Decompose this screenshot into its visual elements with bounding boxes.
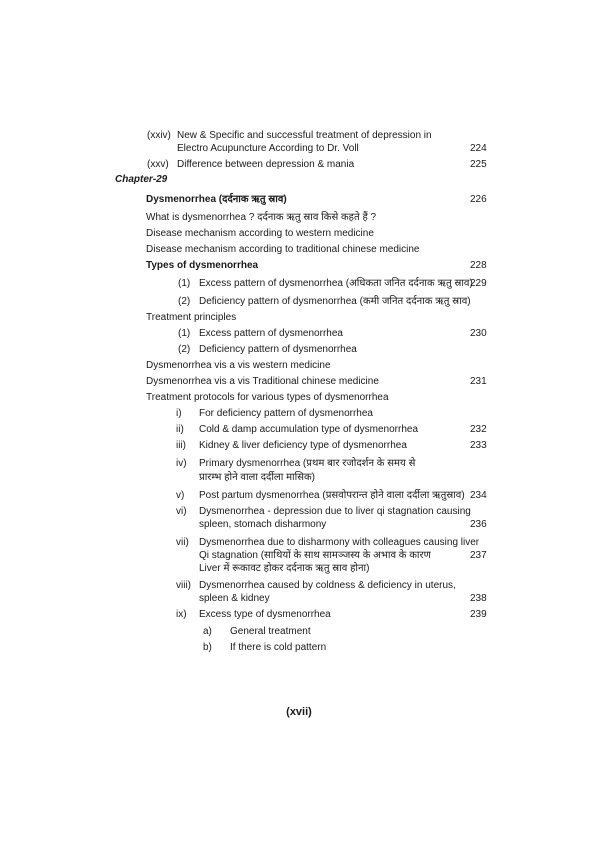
entry-title: Treatment principles xyxy=(146,312,237,323)
entry-title: Deficiency pattern of dysmenorrhea xyxy=(199,344,357,355)
page-number: 228 xyxy=(470,260,487,271)
entry-number: ii) xyxy=(176,424,184,435)
entry-title: Dysmenorrhea - depression due to liver qi stagnation causing xyxy=(199,506,471,517)
entry-title: Deficiency pattern of dysmenorrhea (कमी जनित दर्दनाक ऋतु स्राव) xyxy=(199,296,471,307)
entry-title: Dysmenorrhea vis a vis Traditional chinese medicine xyxy=(146,376,379,387)
page-number: 229 xyxy=(470,278,487,289)
entry-title-cont: Liver में रूकावट होकर दर्दनाक ऋतु स्राव होना) xyxy=(199,563,370,574)
entry-number: a) xyxy=(203,626,212,637)
entry-title: Excess pattern of dysmenorrhea (अधिकता जनित दर्दनाक ऋतु स्राव) xyxy=(199,278,473,289)
entry-title-cont: Electro Acupuncture According to Dr. Voll xyxy=(177,143,359,154)
entry-title: Primary dysmenorrhea (प्रथम बार रजोदर्शन के समय से xyxy=(199,458,416,469)
page-number: 224 xyxy=(470,143,487,154)
entry-title: Dysmenorrhea caused by coldness & deficiency in uterus, xyxy=(199,580,456,591)
entry-title: Treatment protocols for various types of dysmenorrhea xyxy=(146,392,389,403)
entry-title: If there is cold pattern xyxy=(230,642,327,653)
entry-title: Disease mechanism according to traditional chinese medicine xyxy=(146,244,420,255)
page-number: 232 xyxy=(470,424,487,435)
entry-number: (xxiv) xyxy=(147,130,171,141)
entry-title-cont: प्रारम्भ होने वाला दर्दीला मासिक) xyxy=(199,472,315,483)
page-number: 236 xyxy=(470,519,487,530)
entry-number: (2) xyxy=(178,344,191,355)
page-number: 233 xyxy=(470,440,487,451)
entry-number: iv) xyxy=(176,458,187,469)
entry-title-cont: spleen & kidney xyxy=(199,593,270,604)
entry-title: Dysmenorrhea due to disharmony with colleagues causing liver xyxy=(199,537,480,548)
entry-number: viii) xyxy=(176,580,191,591)
entry-title: Post partum dysmenorrhea (प्रसवोपरान्त होने वाला दर्दीला ऋतुस्राव) xyxy=(199,490,465,501)
entry-number: v) xyxy=(176,490,185,501)
entry-title: Excess type of dysmenorrhea xyxy=(199,609,331,620)
entry-number: vii) xyxy=(176,537,189,548)
page-number: 234 xyxy=(470,490,487,501)
entry-number: (xxv) xyxy=(147,159,169,170)
entry-title: Dysmenorrhea (दर्दनाक ऋतु स्राव) xyxy=(146,194,287,205)
entry-number: vi) xyxy=(176,506,187,517)
entry-title-cont: spleen, stomach disharmony xyxy=(199,519,327,530)
entry-title: Cold & damp accumulation type of dysmenorrhea xyxy=(199,424,419,435)
page-number: 231 xyxy=(470,376,487,387)
entry-title: Types of dysmenorrhea xyxy=(146,260,259,271)
entry-number: (2) xyxy=(178,296,191,307)
entry-title: For deficiency pattern of dysmenorrhea xyxy=(199,408,373,419)
entry-number: i) xyxy=(176,408,182,419)
chapter-label: Chapter-29 xyxy=(115,174,168,185)
page-number-footer: (xvii) xyxy=(286,706,312,718)
entry-title: New & Specific and successful treatment of depression in xyxy=(177,130,432,141)
page-number: 237 xyxy=(470,550,487,561)
entry-title: What is dysmenorrhea ? दर्दनाक ऋतु स्राव किसे कहते हैं ? xyxy=(146,212,377,223)
page-number: 238 xyxy=(470,593,487,604)
entry-title: Kidney & liver deficiency type of dysmenorrhea xyxy=(199,440,407,451)
entry-title: Disease mechanism according to western medicine xyxy=(146,228,374,239)
page-number: 226 xyxy=(470,194,487,205)
entry-number: (1) xyxy=(178,278,191,289)
entry-number: iii) xyxy=(176,440,186,451)
entry-title: Dysmenorrhea vis a vis western medicine xyxy=(146,360,331,371)
entry-number: (1) xyxy=(178,328,191,339)
page-number: 225 xyxy=(470,159,487,170)
entry-number: b) xyxy=(203,642,212,653)
page-number: 239 xyxy=(470,609,487,620)
entry-title: Difference between depression & mania xyxy=(177,159,355,170)
page-number: 230 xyxy=(470,328,487,339)
entry-title-cont: Qi stagnation (साथियों के साथ सामञ्जस्य के अभाव के कारण xyxy=(199,550,431,561)
entry-title: General treatment xyxy=(230,626,311,637)
entry-title: Excess pattern of dysmenorrhea xyxy=(199,328,343,339)
entry-number: ix) xyxy=(176,609,187,620)
